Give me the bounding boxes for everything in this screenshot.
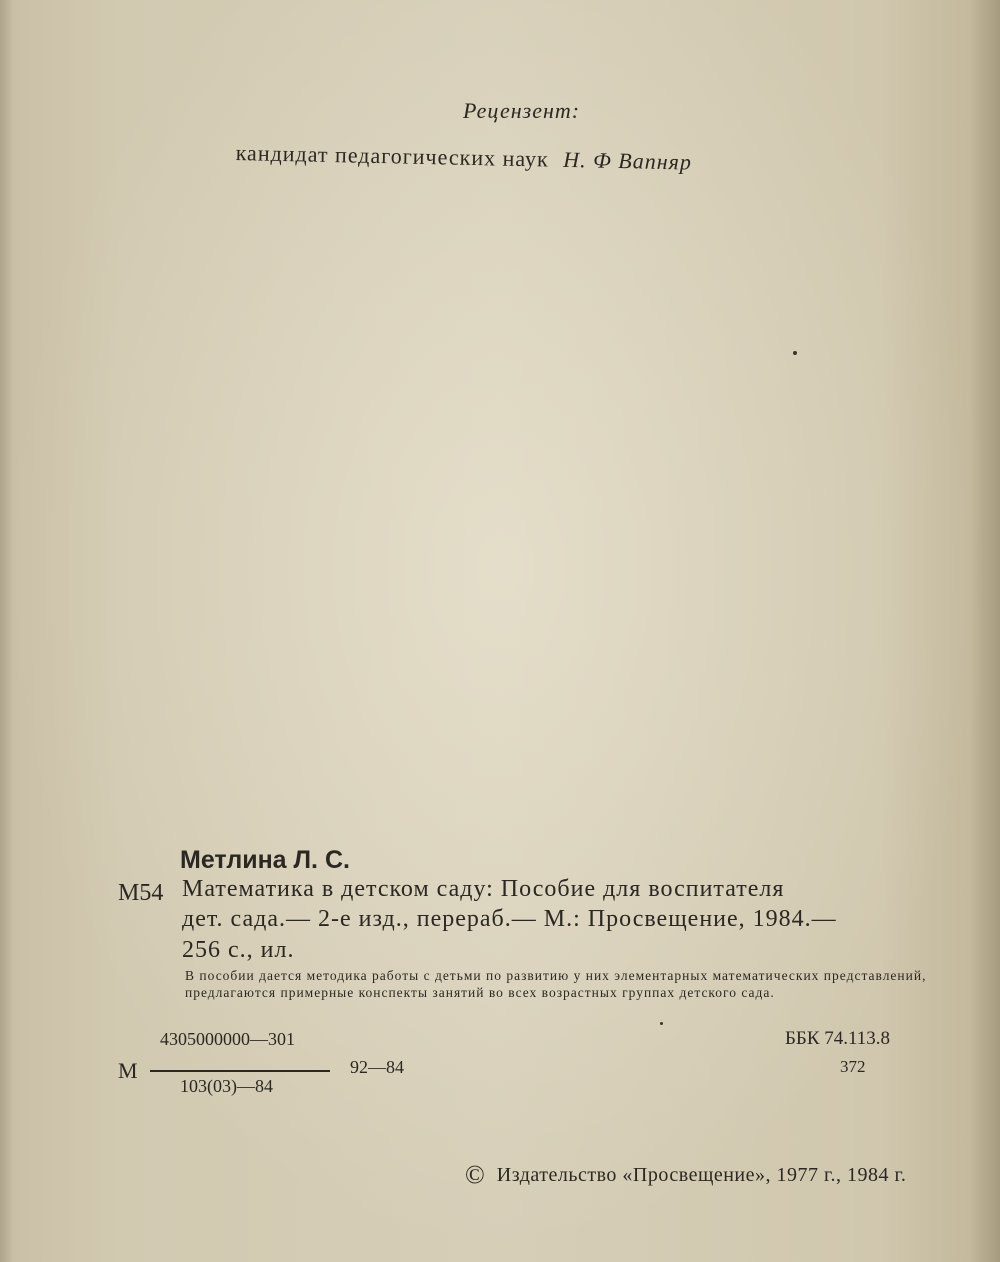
page-right-edge [970,0,1000,1262]
ink-speck [660,1022,663,1025]
ink-speck [793,351,797,355]
annotation-text: В пособии дается методика работы с детьми по развитию у них элементарных математических представлений, предлагаются примерные конспекты занятий во всех возрастных группах детского сада. [185,968,927,1000]
index-numerator: 4305000000—301 [160,1029,295,1049]
bbk-label: ББК 74.113.8 [785,1028,891,1049]
reviewer-line [235,140,692,176]
copyright-text: Издательство «Просвещение», 1977 г., 1984 г. [496,1164,907,1186]
bib-line-2: дет. сада.— 2-е изд., перераб.— М.: Просвещение, 1984.— [182,906,837,932]
index-letter: М [118,1058,138,1083]
page-left-shadow [0,0,14,1262]
author-name: Метлина Л. С. [180,846,350,874]
index-denominator: 103(03)—84 [180,1076,273,1096]
bib-line-3: 256 с., ил. [182,937,295,963]
copyright-icon: © [465,1160,486,1189]
catalog-code: М54 [118,880,164,906]
reviewer-title: кандидат педагогических наук [235,140,549,172]
bbk-code: 372 [840,1057,866,1076]
index-right: 92—84 [350,1057,404,1077]
reviewer-name: Н. Ф Вапняр [562,146,693,175]
copyright-line [465,1160,906,1190]
reviewer-label: Рецензент: [463,98,581,123]
fraction-line [150,1070,330,1072]
bib-line-1: Математика в детском саду: Пособие для воспитателя [182,876,785,902]
